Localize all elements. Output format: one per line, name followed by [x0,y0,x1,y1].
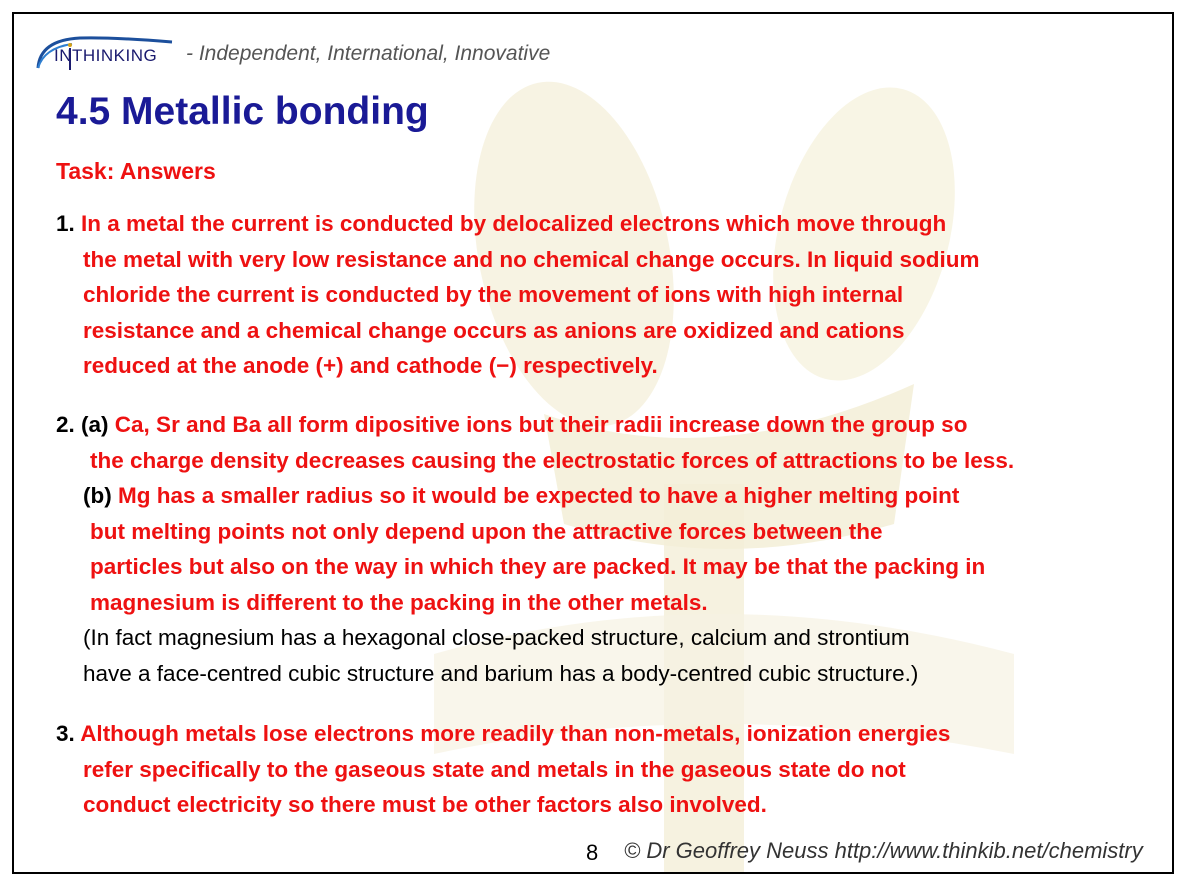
answer-3 [56,716,950,823]
answer-2b-line: but melting points not only depend upon the attractive forces between the [90,518,883,544]
answer-3-number: 3. [56,721,75,746]
slide-title: 4.5 Metallic bonding [56,90,429,133]
answer-1-number: 1. [56,211,75,236]
answer-2b-label: (b) [83,483,112,508]
answer-2 [56,407,1014,691]
answer-2-number: 2. [56,412,75,437]
inthinking-logo [32,34,182,74]
answer-1-line: reduced at the anode (+) and cathode (−) respectively. [83,353,658,378]
answer-3-line: refer specifically to the gaseous state and metals in the gaseous state do not [83,756,906,782]
answer-1 [56,206,979,384]
logo-text: INTHINKING [54,46,158,65]
answer-2-note-line: (In fact magnesium has a hexagonal close-packed structure, calcium and strontium [83,625,910,650]
answer-2b-line: magnesium is different to the packing in the other metals. [90,589,708,615]
answer-3-line: conduct electricity so there must be other factors also involved. [83,792,767,817]
answer-3-line: Although metals lose electrons more readily than non-metals, ionization energies [80,721,951,746]
answer-1-line: resistance and a chemical change occurs as anions are oxidized and cations [83,317,905,343]
answer-2a-line: the charge density decreases causing the electrostatic forces of attractions to be less. [90,447,1015,473]
page-number: 8 [586,840,599,865]
task-label: Task: Answers [56,158,216,184]
answer-1-line: In a metal the current is conducted by delocalized electrons which move through [81,211,947,236]
slide [12,12,1174,874]
answer-1-line: chloride the current is conducted by the movement of ions with high internal [83,282,904,307]
copyright-notice: © Dr Geoffrey Neuss http://www.thinkib.net/chemistry [624,838,1143,863]
tagline: - Independent, International, Innovative [186,42,551,65]
answer-1-line: the metal with very low resistance and no chemical change occurs. In liquid sodium [83,246,980,272]
answer-2b-line: particles but also on the way in which they are packed. It may be that the packing in [90,554,986,579]
answer-2-note-line: have a face-centred cubic structure and barium has a body-centred cubic structure.) [83,660,919,686]
answer-2a-line: Ca, Sr and Ba all form dipositive ions but their radii increase down the group so [114,412,968,437]
header [32,32,550,76]
answer-2b-line: Mg has a smaller radius so it would be expected to have a higher melting point [118,483,960,508]
answer-2a-label: (a) [81,412,109,437]
